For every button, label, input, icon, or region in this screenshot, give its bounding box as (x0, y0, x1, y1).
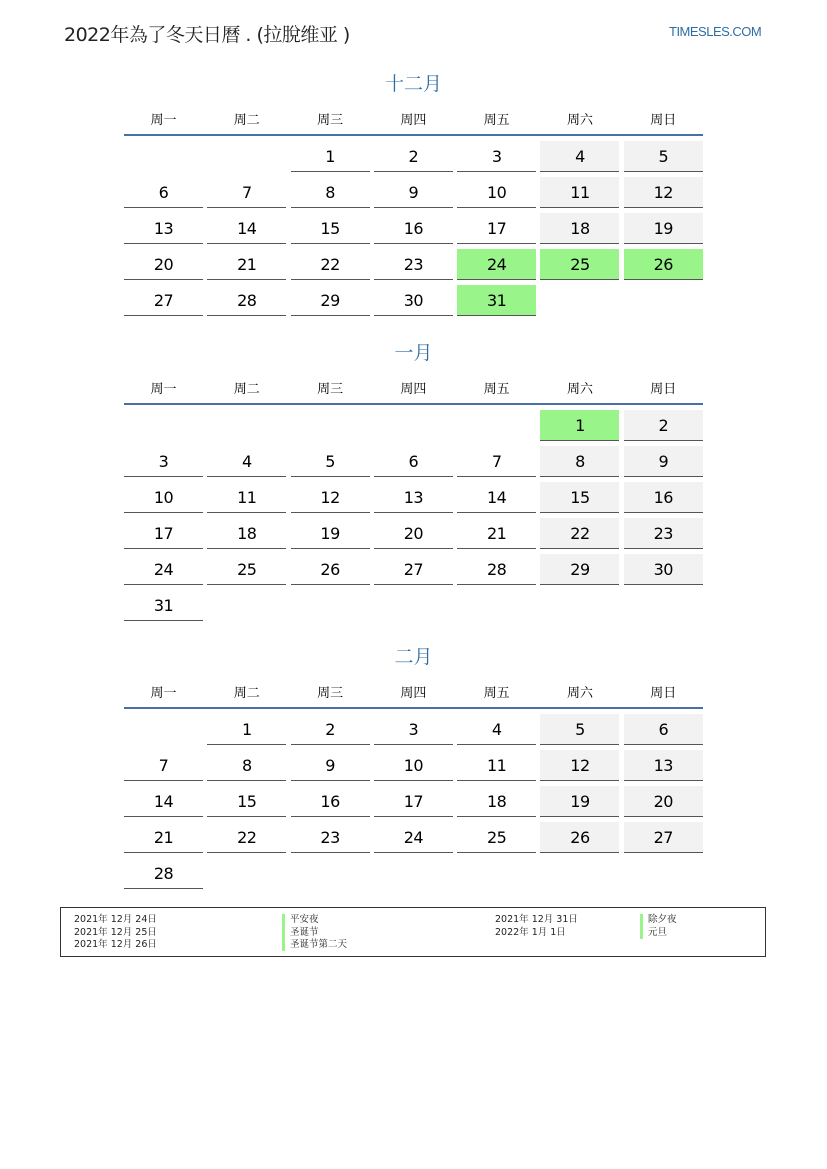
day-cell[interactable]: 8 (291, 177, 370, 208)
day-cell[interactable]: 3 (374, 714, 453, 745)
empty-cell (540, 590, 619, 621)
day-cell[interactable]: 23 (374, 249, 453, 280)
day-cell[interactable]: 25 (207, 554, 286, 585)
day-cell[interactable]: 22 (291, 249, 370, 280)
day-cell[interactable]: 5 (291, 446, 370, 477)
day-cell[interactable]: 7 (207, 177, 286, 208)
empty-cell (207, 141, 286, 172)
empty-cell (624, 858, 703, 889)
empty-cell (624, 590, 703, 621)
day-cell[interactable]: 18 (207, 518, 286, 549)
day-cell[interactable]: 23 (291, 822, 370, 853)
day-cell[interactable]: 30 (624, 554, 703, 585)
weekday-header (124, 671, 703, 709)
empty-cell (291, 858, 370, 889)
day-cell[interactable]: 15 (540, 482, 619, 513)
day-cell[interactable]: 20 (374, 518, 453, 549)
day-cell[interactable]: 16 (374, 213, 453, 244)
weekday-label: 周四 (400, 686, 427, 701)
day-cell[interactable]: 22 (540, 518, 619, 549)
empty-cell (374, 590, 453, 621)
day-cell[interactable]: 13 (624, 750, 703, 781)
legend-names-right (648, 914, 677, 939)
empty-cell (540, 285, 619, 316)
weekday-label: 周六 (566, 113, 593, 128)
day-cell[interactable]: 27 (124, 285, 203, 316)
legend-holiday-name: 平安夜 (290, 914, 319, 925)
day-cell[interactable]: 15 (291, 213, 370, 244)
day-cell[interactable]: 4 (207, 446, 286, 477)
legend-date: 2021年 12月 25日 (74, 926, 157, 938)
month-january (124, 339, 703, 626)
day-cell[interactable]: 17 (374, 786, 453, 817)
day-cell[interactable]: 27 (624, 822, 703, 853)
day-cell[interactable]: 26 (624, 249, 703, 280)
day-cell[interactable]: 2 (624, 410, 703, 441)
weekday-header (124, 98, 703, 136)
day-cell[interactable]: 14 (457, 482, 536, 513)
weekday-label: 周一 (150, 686, 177, 701)
day-cell[interactable]: 19 (291, 518, 370, 549)
day-cell[interactable]: 1 (540, 410, 619, 441)
day-cell[interactable]: 12 (291, 482, 370, 513)
day-cell[interactable]: 22 (207, 822, 286, 853)
day-cell[interactable]: 1 (207, 714, 286, 745)
empty-cell (124, 141, 203, 172)
empty-cell (207, 410, 286, 441)
page-title: 2022年為了冬天日曆 . (拉脫维亚 ) (64, 24, 350, 46)
day-cell[interactable]: 6 (374, 446, 453, 477)
day-cell[interactable]: 30 (374, 285, 453, 316)
day-cell[interactable]: 10 (374, 750, 453, 781)
day-cell[interactable]: 15 (207, 786, 286, 817)
legend-dates-left (74, 914, 157, 952)
empty-cell (291, 590, 370, 621)
weekday-label: 周四 (400, 113, 427, 128)
weekday-label: 周二 (233, 686, 260, 701)
day-cell[interactable]: 16 (624, 482, 703, 513)
weekday-label: 周二 (233, 113, 260, 128)
day-cell[interactable]: 24 (374, 822, 453, 853)
legend-holiday-name: 圣诞节 (290, 926, 319, 938)
day-cell[interactable]: 14 (207, 213, 286, 244)
month-title: 二月 (394, 646, 433, 668)
weekday-label: 周五 (483, 686, 510, 701)
weekday-label: 周三 (317, 686, 344, 701)
day-cell[interactable]: 16 (291, 786, 370, 817)
day-cell[interactable]: 24 (457, 249, 536, 280)
empty-cell (207, 590, 286, 621)
day-cell[interactable]: 28 (124, 858, 203, 889)
day-cell[interactable]: 17 (124, 518, 203, 549)
day-cell[interactable]: 23 (624, 518, 703, 549)
day-cell[interactable]: 10 (457, 177, 536, 208)
day-cell[interactable]: 31 (457, 285, 536, 316)
month-title: 一月 (394, 342, 433, 364)
day-cell[interactable]: 26 (540, 822, 619, 853)
day-cell[interactable]: 19 (624, 213, 703, 244)
day-cell[interactable]: 25 (540, 249, 619, 280)
day-cell[interactable]: 6 (624, 714, 703, 745)
month-grid (124, 136, 703, 321)
holiday-legend (60, 907, 766, 957)
day-cell[interactable]: 28 (457, 554, 536, 585)
day-cell[interactable]: 27 (374, 554, 453, 585)
day-cell[interactable]: 29 (291, 285, 370, 316)
weekday-label: 周六 (566, 686, 593, 701)
month-title: 十二月 (384, 73, 442, 95)
day-cell[interactable]: 20 (624, 786, 703, 817)
day-cell[interactable]: 28 (207, 285, 286, 316)
day-cell[interactable]: 6 (124, 177, 203, 208)
month-grid (124, 709, 703, 894)
legend-holiday-name: 元旦 (648, 926, 668, 938)
day-cell[interactable]: 20 (124, 249, 203, 280)
legend-date: 2021年 12月 31日 (495, 914, 578, 925)
empty-cell (540, 858, 619, 889)
weekday-label: 周日 (650, 686, 677, 701)
weekday-label: 周六 (566, 382, 593, 397)
empty-cell (457, 410, 536, 441)
day-cell[interactable]: 18 (540, 213, 619, 244)
day-cell[interactable]: 24 (124, 554, 203, 585)
weekday-label: 周四 (400, 382, 427, 397)
day-cell[interactable]: 10 (124, 482, 203, 513)
legend-date: 2021年 12月 24日 (74, 914, 157, 925)
weekday-label: 周五 (483, 382, 510, 397)
empty-cell (624, 285, 703, 316)
legend-names-left (290, 914, 347, 952)
day-cell[interactable]: 18 (457, 786, 536, 817)
empty-cell (457, 858, 536, 889)
empty-cell (374, 858, 453, 889)
day-cell[interactable]: 12 (540, 750, 619, 781)
day-cell[interactable]: 3 (124, 446, 203, 477)
month-december (124, 70, 703, 321)
day-cell[interactable]: 12 (624, 177, 703, 208)
weekday-label: 周一 (150, 113, 177, 128)
month-grid (124, 405, 703, 626)
day-cell[interactable]: 9 (291, 750, 370, 781)
day-cell[interactable]: 8 (207, 750, 286, 781)
legend-holiday-name: 除夕夜 (648, 914, 677, 925)
empty-cell (457, 590, 536, 621)
day-cell[interactable]: 21 (124, 822, 203, 853)
day-cell[interactable]: 21 (207, 249, 286, 280)
day-cell[interactable]: 25 (457, 822, 536, 853)
legend-dates-right (495, 914, 578, 939)
weekday-label: 周二 (233, 382, 260, 397)
empty-cell (124, 714, 203, 745)
day-cell[interactable]: 13 (124, 213, 203, 244)
day-cell[interactable]: 3 (457, 141, 536, 172)
weekday-label: 周五 (483, 113, 510, 128)
site-name[interactable]: TIMESLES.COM (669, 24, 762, 39)
holiday-color-marker (282, 914, 285, 951)
day-cell[interactable]: 5 (540, 714, 619, 745)
empty-cell (374, 410, 453, 441)
weekday-label: 周日 (650, 382, 677, 397)
weekday-label: 周日 (650, 113, 677, 128)
legend-date: 2021年 12月 26日 (74, 939, 157, 950)
day-cell[interactable]: 7 (124, 750, 203, 781)
empty-cell (207, 858, 286, 889)
empty-cell (124, 410, 203, 441)
day-cell[interactable]: 13 (374, 482, 453, 513)
legend-holiday-name: 圣诞节第二天 (290, 939, 348, 950)
day-cell[interactable]: 11 (457, 750, 536, 781)
day-cell[interactable]: 2 (374, 141, 453, 172)
day-cell[interactable]: 4 (457, 714, 536, 745)
day-cell[interactable]: 11 (207, 482, 286, 513)
day-cell[interactable]: 17 (457, 213, 536, 244)
day-cell[interactable]: 9 (374, 177, 453, 208)
day-cell[interactable]: 11 (540, 177, 619, 208)
weekday-label: 周三 (317, 113, 344, 128)
day-cell[interactable]: 14 (124, 786, 203, 817)
empty-cell (291, 410, 370, 441)
day-cell[interactable]: 5 (624, 141, 703, 172)
weekday-label: 周一 (150, 382, 177, 397)
month-february (124, 643, 703, 894)
day-cell[interactable]: 8 (540, 446, 619, 477)
day-cell[interactable]: 4 (540, 141, 619, 172)
day-cell[interactable]: 31 (124, 590, 203, 621)
day-cell[interactable]: 7 (457, 446, 536, 477)
day-cell[interactable]: 21 (457, 518, 536, 549)
weekday-label: 周三 (317, 382, 344, 397)
holiday-color-marker (640, 914, 643, 939)
day-cell[interactable]: 19 (540, 786, 619, 817)
legend-date: 2022年 1月 1日 (495, 926, 566, 938)
day-cell[interactable]: 29 (540, 554, 619, 585)
day-cell[interactable]: 1 (291, 141, 370, 172)
day-cell[interactable]: 26 (291, 554, 370, 585)
day-cell[interactable]: 2 (291, 714, 370, 745)
weekday-header (124, 367, 703, 405)
day-cell[interactable]: 9 (624, 446, 703, 477)
